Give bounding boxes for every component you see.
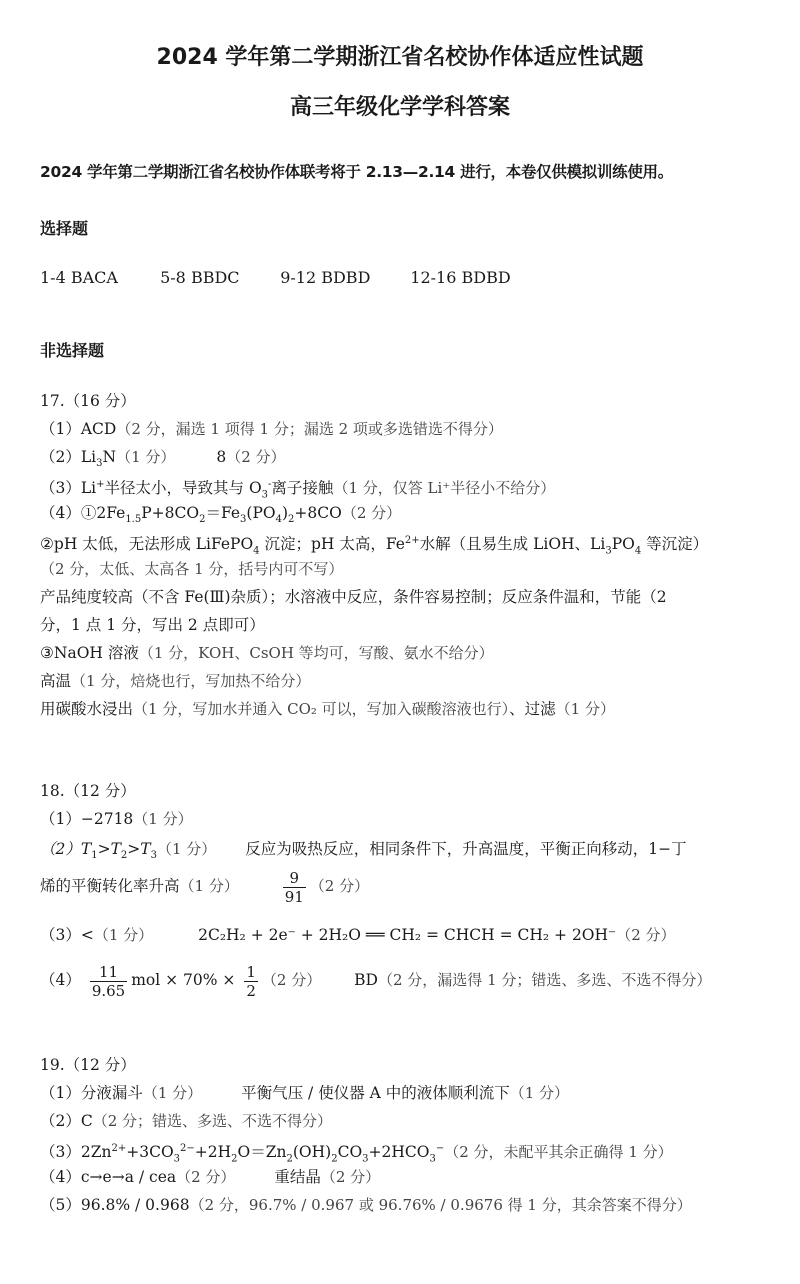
q18-l2-a: （2）T bbox=[40, 840, 92, 858]
q19-line-2 bbox=[40, 1110, 332, 1132]
q19-l1-text: 平衡气压 / 使仪器 A 中的液体顺利流下 bbox=[241, 1084, 510, 1102]
q18-l5-mid: mol × 70% × bbox=[131, 971, 236, 989]
answer-group-1: 1-4 BACA bbox=[40, 268, 118, 287]
q18-l1-note: （1 分） bbox=[133, 810, 193, 828]
q18-line-1 bbox=[40, 808, 193, 830]
q17-l3-sub: 3 bbox=[261, 489, 269, 501]
q17-l10-main: 高温 bbox=[40, 672, 72, 690]
q19-line-4 bbox=[40, 1166, 380, 1188]
q17-l2-b: N bbox=[102, 448, 117, 466]
q19-l4-main: （4）c→e→a / cea bbox=[40, 1168, 177, 1186]
q19-l3-d: O＝Zn bbox=[237, 1143, 287, 1162]
q17-head: 17.（16 分） bbox=[40, 392, 136, 410]
q18-l2-c: >T bbox=[127, 840, 151, 858]
q19-l4-note2: （2 分） bbox=[320, 1168, 381, 1186]
q19-line-1 bbox=[40, 1082, 569, 1104]
q18-l4-note1: （1 分） bbox=[93, 926, 154, 944]
q19-l5-note: （2 分，96.7% / 0.967 或 96.76% / 0.9676 得 1 分，其余答案不得分） bbox=[189, 1196, 692, 1214]
q18-frac-num: 9 bbox=[283, 869, 306, 888]
q18-l1-main: （1）−2718 bbox=[40, 810, 134, 828]
q19-l3-b: +3CO bbox=[126, 1143, 174, 1162]
q19-l3-sub6: 3 bbox=[429, 1153, 436, 1165]
q19-line-5 bbox=[40, 1194, 692, 1216]
q17-l4-sub3: 3 bbox=[240, 514, 247, 526]
q18-l2-text: 反应为吸热反应，相同条件下，升高温度，平衡正向移动，1−丁 bbox=[245, 840, 687, 858]
q17-l2-note1: （1 分） bbox=[116, 448, 176, 466]
q19-l3-sub2: 2 bbox=[231, 1153, 238, 1165]
q17-l2-note2: （2 分） bbox=[226, 448, 286, 466]
q18-l2-s1: 1 bbox=[91, 850, 98, 862]
page-subtitle: 高三年级化学学科答案 bbox=[289, 95, 510, 120]
q18-l5-note1: （2 分） bbox=[261, 971, 322, 989]
q17-l2-sub: 3 bbox=[96, 458, 103, 470]
q18-l5-num1: 11 bbox=[90, 963, 127, 982]
q18-l2-b: >T bbox=[97, 840, 121, 858]
q18-l5-num2: 1 bbox=[246, 962, 256, 981]
q17-l5-sub1: 4 bbox=[253, 545, 260, 557]
q18-l5-frac1 bbox=[90, 963, 127, 1000]
q17-l4-a: （4）①2Fe bbox=[40, 504, 126, 522]
answer-group-3: 9-12 BDBD bbox=[280, 268, 371, 287]
q18-l4-note2: （2 分） bbox=[616, 926, 676, 944]
q17-l5-b: 沉淀；pH 太高，Fe bbox=[259, 535, 405, 554]
q17-l11-main: 用碳酸水浸出 bbox=[40, 700, 134, 718]
q17-l5-sub2: 3 bbox=[605, 545, 612, 557]
q18-head: 18.（12 分） bbox=[40, 782, 136, 800]
q19-l3-sub3: 2 bbox=[286, 1153, 293, 1165]
choice-heading: 选择题 bbox=[40, 219, 89, 238]
q17-l5-c: 水解（且易生成 LiOH、Li bbox=[419, 535, 606, 554]
answer-group-4: 12-16 BDBD bbox=[410, 268, 511, 287]
q19-l3-f: CO bbox=[337, 1143, 363, 1162]
q19-l4-text: 重结晶 bbox=[274, 1168, 321, 1186]
q17-l4-b: P+8CO bbox=[141, 504, 200, 522]
q17-l3-note: （1 分，仅答 Li⁺半径小不给分） bbox=[333, 479, 556, 498]
q17-l4-sub5: 2 bbox=[288, 514, 295, 526]
q18-l3-note2: （2 分） bbox=[309, 877, 370, 895]
q18-equation: 2C₂H₂ + 2e⁻ + 2H₂O ══ CH₂ = CHCH = CH₂ + 2OH⁻ bbox=[198, 926, 617, 944]
q18-l4-main: （3）< bbox=[40, 926, 94, 944]
q17-l4-e: ) bbox=[281, 504, 289, 522]
q18-l3-note1: （1 分） bbox=[179, 877, 239, 895]
q17-line-4 bbox=[40, 502, 401, 531]
q17-line-6: （2 分，太低、太高各 1 分，括号内可不写） bbox=[40, 560, 344, 578]
q19-l3-g: +2HCO bbox=[368, 1143, 430, 1162]
q18-l5-ans: BD bbox=[354, 971, 378, 989]
q17-l4-f: +8CO bbox=[294, 504, 342, 522]
q19-l3-note: （2 分，未配平其余正确得 1 分） bbox=[444, 1143, 673, 1162]
q18-fraction bbox=[283, 869, 306, 906]
q17-l11-tail: 、过滤 bbox=[509, 700, 556, 718]
q17-l2-a: （2）Li bbox=[40, 448, 97, 466]
q19-l2-note: （2 分；错选、多选、不选不得分） bbox=[92, 1112, 333, 1130]
q18-frac-den: 91 bbox=[284, 887, 304, 906]
q17-l11-note2: （1 分） bbox=[555, 700, 615, 718]
q19-l1-note1: （1 分） bbox=[142, 1084, 203, 1102]
page-title: 2024 学年第二学期浙江省名校协作体适应性试题 bbox=[156, 45, 644, 70]
q17-l9-main: ③NaOH 溶液 bbox=[40, 644, 139, 662]
q18-l5-frac2 bbox=[244, 963, 258, 1000]
q18-l5-note2: （2 分，漏选得 1 分；错选、多选、不选不得分） bbox=[377, 971, 712, 989]
q17-line-11 bbox=[40, 698, 615, 720]
q19-l3-sup3: − bbox=[435, 1143, 445, 1154]
q17-line-9 bbox=[40, 642, 494, 664]
q19-l3-c: +2H bbox=[194, 1143, 232, 1162]
q17-l4-sub4: 4 bbox=[275, 514, 282, 526]
q17-l3-c: 离子接触 bbox=[271, 479, 334, 498]
q17-l3-b: 半径太小，导致其与 O bbox=[104, 479, 262, 498]
q18-line-2 bbox=[40, 838, 687, 867]
q18-line-4 bbox=[40, 924, 676, 946]
exam-notice: 2024 学年第二学期浙江省名校协作体联考将于 2.13—2.14 进行，本卷仅供模拟训练使用。 bbox=[40, 163, 673, 181]
q17-l3-sup2: - bbox=[268, 479, 272, 490]
q18-line-3 bbox=[40, 866, 369, 906]
q17-l10-note: （1 分，焙烧也行，写加热不给分） bbox=[71, 672, 311, 690]
nonchoice-heading: 非选择题 bbox=[40, 341, 105, 360]
q17-l4-sub1: 1.5 bbox=[125, 514, 142, 526]
q17-l5-sup: 2+ bbox=[404, 535, 420, 546]
q19-l1-note2: （1 分） bbox=[509, 1084, 570, 1102]
q17-l5-d: PO bbox=[611, 535, 635, 554]
q18-l2-s2: 2 bbox=[120, 850, 128, 862]
q19-l3-sub4: 2 bbox=[331, 1153, 338, 1165]
q17-l4-c: ＝Fe bbox=[205, 504, 241, 522]
q17-l2-val: 8 bbox=[216, 448, 227, 466]
q17-l4-note: （2 分） bbox=[341, 504, 402, 522]
q19-l1-main: （1）分液漏斗 bbox=[40, 1084, 143, 1102]
q17-line-7: 产品纯度较高（不含 Fe(Ⅲ)杂质）；水溶液中反应，条件容易控制；反应条件温和，节能（2 bbox=[40, 588, 667, 606]
q17-l4-sub2: 2 bbox=[199, 514, 206, 526]
q17-l5-e: 等沉淀） bbox=[641, 535, 709, 554]
q17-l9-note: （1 分，KOH、CsOH 等均可，写酸、氨水不给分） bbox=[138, 644, 494, 662]
q19-l4-note1: （2 分） bbox=[176, 1168, 236, 1186]
q19-l3-e: (OH) bbox=[292, 1143, 332, 1162]
q18-l2-s3: 3 bbox=[150, 850, 157, 862]
q17-l5-a: ②pH 太低，无法形成 LiFePO bbox=[40, 535, 254, 554]
q17-l5-sub3: 4 bbox=[634, 545, 642, 557]
q18-l5-den2: 2 bbox=[246, 981, 256, 1000]
q17-l3-a: （3）Li bbox=[40, 479, 97, 498]
q17-l11-note: （1 分，写加水并通入 CO₂ 可以，写加入碳酸溶液也行） bbox=[133, 700, 510, 718]
choice-answers bbox=[40, 268, 511, 287]
q18-line-5 bbox=[40, 958, 711, 1002]
q18-l2-note: （1 分） bbox=[156, 840, 217, 858]
q19-l3-sup2: 2− bbox=[180, 1143, 195, 1154]
q19-l3-sub5: 3 bbox=[362, 1153, 369, 1165]
q17-line-2 bbox=[40, 446, 286, 475]
q19-l2-main: （2）C bbox=[40, 1112, 93, 1130]
q17-l4-d: (PO bbox=[246, 504, 276, 522]
q17-line-8: 分，1 点 1 分，写出 2 点即可） bbox=[40, 616, 265, 634]
q18-l3-text: 烯的平衡转化率升高 bbox=[40, 877, 180, 895]
q17-line-1 bbox=[40, 418, 503, 440]
q18-l5-den1: 9.65 bbox=[91, 981, 126, 1000]
q17-note-1: （2 分，漏选 1 项得 1 分；漏选 2 项或多选错选不得分） bbox=[116, 420, 503, 438]
q17-answer-1: （1）ACD bbox=[40, 420, 117, 438]
q19-l3-a: （3）2Zn bbox=[40, 1143, 112, 1162]
q18-l5-main: （4） bbox=[40, 971, 81, 989]
q17-l3-sup: + bbox=[96, 479, 105, 490]
q19-l3-sup1: 2+ bbox=[111, 1143, 127, 1154]
answer-group-2: 5-8 BBDC bbox=[160, 268, 240, 287]
q19-l5-main: （5）96.8% / 0.968 bbox=[40, 1196, 190, 1214]
q17-line-10 bbox=[40, 670, 310, 692]
q19-l3-sub1: 3 bbox=[173, 1153, 181, 1165]
q19-head: 19.（12 分） bbox=[40, 1056, 136, 1074]
